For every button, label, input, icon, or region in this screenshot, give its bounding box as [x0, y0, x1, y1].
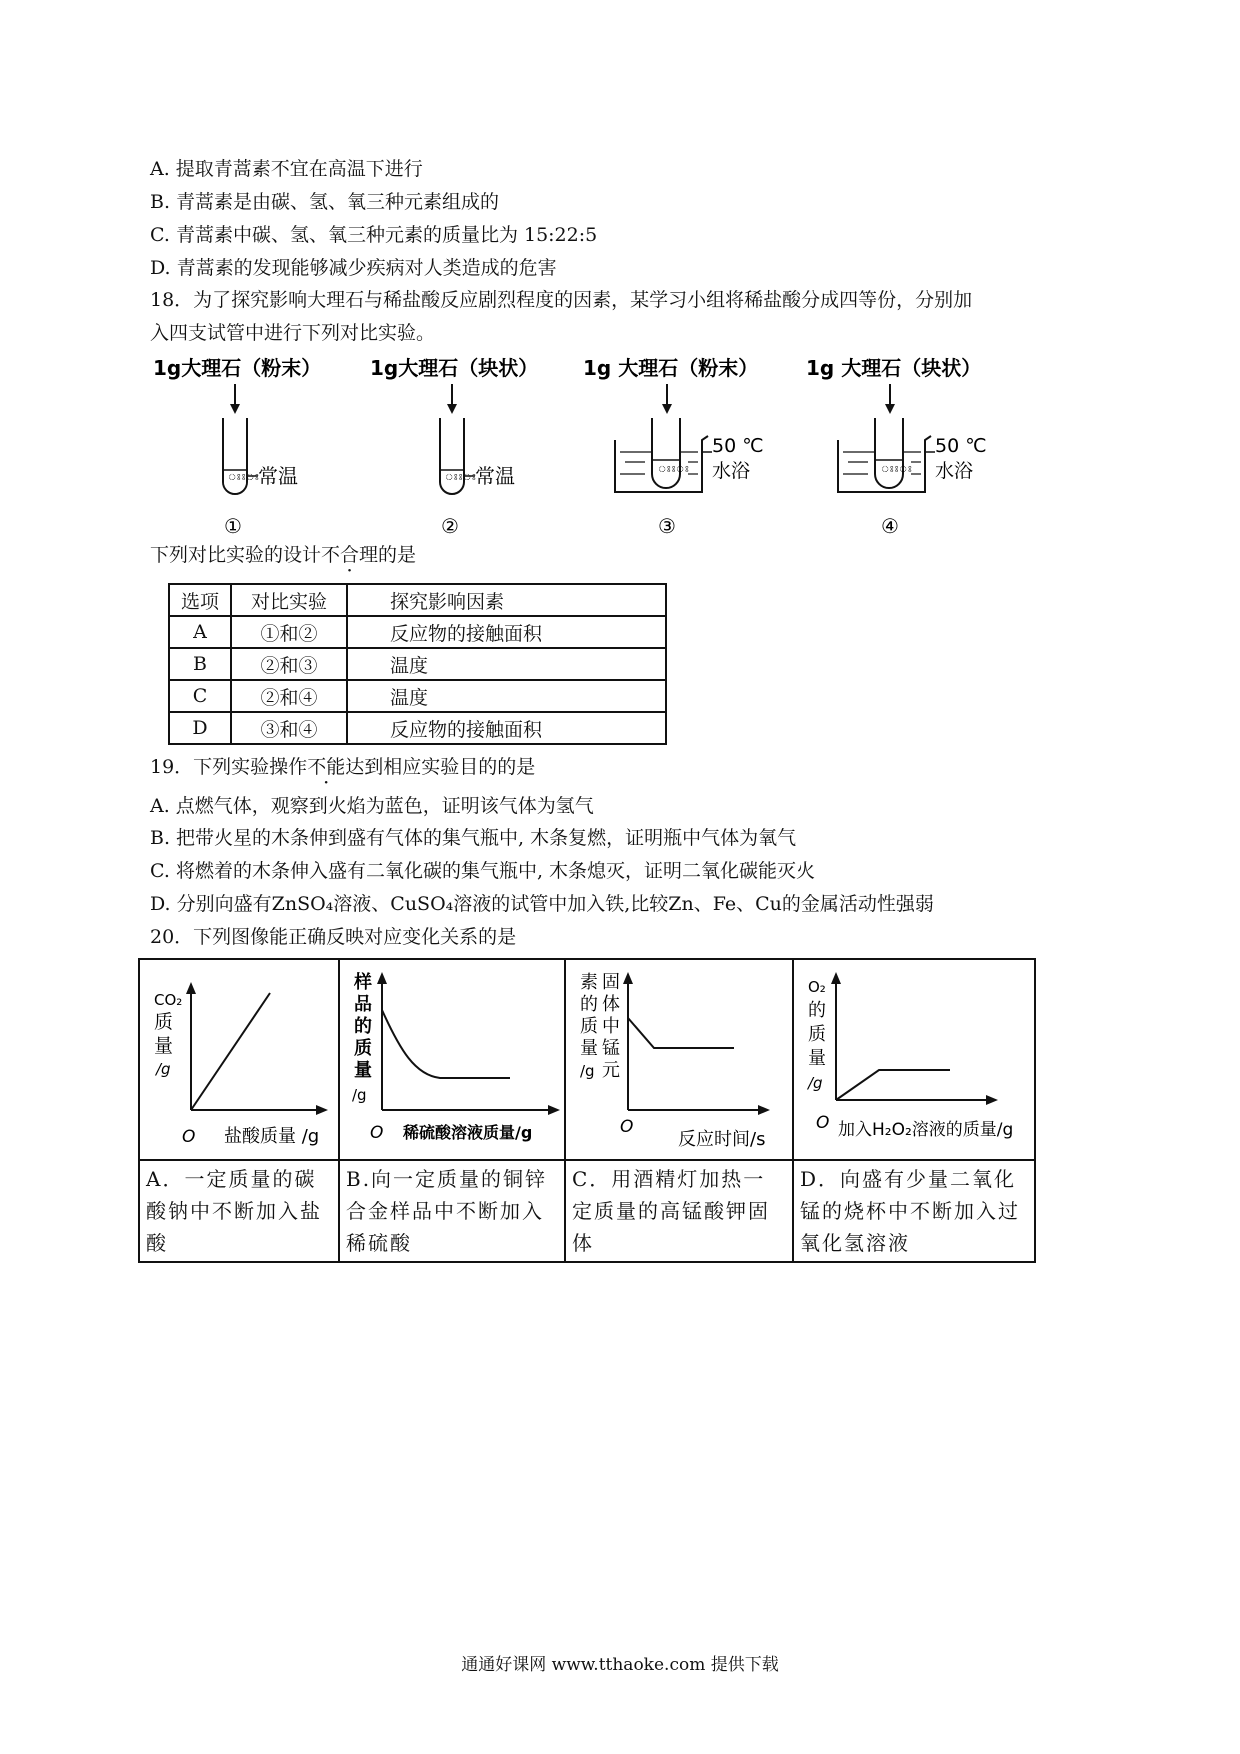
q19-stem-post: 达到相应实验目的的是	[345, 756, 536, 778]
graph-cell-c	[565, 959, 793, 1160]
tube-3	[583, 356, 764, 538]
tube-1-label: 1g大理石（粉末）	[153, 356, 322, 380]
q17-option-a: A. 提取青蒿素不宜在高温下进行	[150, 158, 423, 180]
table-cell: ②和③	[231, 648, 347, 680]
graph-cell-a	[139, 959, 339, 1160]
table-cell: 温度	[347, 648, 666, 680]
tube-2-label: 1g大理石（块状）	[370, 356, 539, 380]
table-cell: ①和②	[231, 616, 347, 648]
table-cell: B	[169, 648, 231, 680]
graph-c-ylabel-0-0: 素	[580, 972, 598, 993]
table-cell: ③和④	[231, 712, 347, 744]
tube-3-label: 1g 大理石（粉末）	[583, 356, 759, 380]
graph-d	[794, 960, 1034, 1155]
svg-text:ঃঃঃ: ঃঃঃ	[228, 473, 260, 483]
graph-a-ylabel-3: /g	[156, 1060, 171, 1078]
table-cell: ②和④	[231, 680, 347, 712]
caption-row	[139, 1160, 1035, 1262]
tube-4-temp: 50 ℃	[935, 435, 987, 457]
graph-d-ylabel-0: O₂	[808, 978, 826, 996]
q20-graph-table	[138, 958, 1036, 1263]
tube-2-condition: 常温	[475, 464, 515, 488]
graph-b-ylabel-0: 样	[354, 972, 372, 993]
q17-option-c: C. 青蒿素中碳、氢、氧三种元素的质量比为 15:22:5	[150, 224, 598, 246]
graph-a-origin: O	[182, 1127, 196, 1147]
graph-c-ylabel-0-3: 量	[580, 1038, 598, 1059]
caption-b	[339, 1160, 565, 1262]
caption-a	[139, 1160, 339, 1262]
graph-b-ylabel-3: 质	[354, 1038, 372, 1059]
graph-a-ylabel-0: CO₂	[154, 991, 183, 1009]
tube-2	[370, 356, 538, 538]
table-row	[169, 648, 666, 680]
tube-3-bath: 水浴	[712, 460, 751, 482]
tube-1-condition: 常温	[258, 464, 298, 488]
table-header-cell: 对比实验	[231, 584, 347, 616]
graph-c-ylabel-1-3: 锰	[602, 1038, 620, 1059]
q18-question-pre: 下列对比实验的设计	[150, 544, 322, 566]
caption-c-text: C．用酒精灯加热一定质量的高锰酸钾固体	[572, 1167, 770, 1255]
graph-b-xlabel: 稀硫酸溶液质量/g	[403, 1123, 533, 1142]
graph-c-origin: O	[620, 1117, 634, 1137]
graph-d-origin: O	[816, 1113, 830, 1133]
table-header-cell: 探究影响因素	[347, 584, 666, 616]
q19-option-a: A. 点燃气体，观察到火焰为蓝色，证明该气体为氢气	[150, 795, 594, 817]
graph-a-ylabel-1: 质	[154, 1011, 174, 1033]
q18-stem-line1: 18．为了探究影响大理石与稀盐酸反应剧烈程度的因素，某学习小组将稀盐酸分成四等份，分别加	[150, 289, 973, 311]
graph-a	[140, 960, 338, 1155]
q20-stem: 20．下列图像能正确反映对应变化关系的是	[150, 926, 517, 948]
q18-question	[150, 543, 416, 567]
graph-row	[139, 959, 1035, 1160]
graph-d-ylabel-3: 量	[808, 1048, 826, 1069]
tube-4	[806, 356, 987, 538]
caption-d-text: D．向盛有少量二氧化锰的烧杯中不断加入过氧化氢溶液	[800, 1167, 1020, 1255]
graph-cell-b	[339, 959, 565, 1160]
table-row	[169, 616, 666, 648]
tube-1-number: ①	[224, 514, 242, 538]
graph-c-xlabel: 反应时间/s	[678, 1129, 766, 1150]
graph-cell-d	[793, 959, 1035, 1160]
q18-options-table	[168, 583, 667, 745]
graph-c-curve	[628, 1018, 734, 1048]
q18-stem-line2: 入四支试管中进行下列对比实验。	[150, 322, 436, 344]
graph-c	[566, 960, 792, 1155]
svg-text:ঃঃঃ: ঃঃঃ	[445, 473, 477, 483]
table-header-row	[169, 584, 666, 616]
table-cell: C	[169, 680, 231, 712]
graph-d-curve	[836, 1070, 950, 1100]
graph-a-xlabel: 盐酸质量 /g	[224, 1126, 320, 1147]
graph-b-ylabel-5: /g	[352, 1086, 367, 1104]
graph-c-ylabel-1-4: 元	[602, 1060, 620, 1081]
graph-c-ylabel-0-4: /g	[580, 1062, 595, 1080]
q19-stem-emphasis: 不能	[307, 756, 346, 778]
graph-b-curve	[382, 1010, 510, 1078]
graph-c-ylabel-0-2: 质	[580, 1016, 598, 1037]
table-row	[169, 712, 666, 744]
graph-b	[340, 960, 564, 1155]
tube-4-bath: 水浴	[935, 460, 974, 482]
tube-3-temp: 50 ℃	[712, 435, 764, 457]
tube-4-number: ④	[881, 514, 899, 538]
graph-d-ylabel-4: /g	[808, 1074, 823, 1092]
tube-4-label: 1g 大理石（块状）	[806, 356, 982, 380]
q19-option-d: D. 分别向盛有ZnSO₄溶液、CuSO₄溶液的试管中加入铁,比较Zn、Fe、Cu的金属活动性强弱	[150, 893, 934, 915]
q19-stem-pre: 19．下列实验操作	[150, 756, 308, 778]
graph-a-ylabel-2: 量	[154, 1035, 174, 1057]
q19-option-b: B. 把带火星的木条伸到盛有气体的集气瓶中, 木条复燃，证明瓶中气体为氧气	[150, 827, 797, 849]
table-cell: 反应物的接触面积	[347, 712, 666, 744]
table-header-cell: 选项	[169, 584, 231, 616]
graph-c-ylabel-1-1: 体	[602, 994, 620, 1015]
table-cell: D	[169, 712, 231, 744]
q19-option-c: C. 将燃着的木条伸入盛有二氧化碳的集气瓶中, 木条熄灭，证明二氧化碳能灭火	[150, 860, 816, 882]
table-row	[169, 680, 666, 712]
table-cell: 温度	[347, 680, 666, 712]
svg-text:ঃঃঃ: ঃঃঃ	[658, 465, 690, 475]
tube-2-number: ②	[441, 514, 459, 538]
graph-d-ylabel-2: 质	[808, 1024, 826, 1045]
graph-d-ylabel-1: 的	[808, 1000, 826, 1021]
graph-c-ylabel-1-0: 固	[602, 972, 620, 993]
table-cell: 反应物的接触面积	[347, 616, 666, 648]
q17-option-b: B. 青蒿素是由碳、氢、氧三种元素组成的	[150, 191, 500, 213]
graph-d-xlabel: 加入H₂O₂溶液的质量/g	[838, 1120, 1014, 1140]
page-footer: 通通好课网 www.tthaoke.com 提供下载	[461, 1655, 779, 1675]
svg-text:ঃঃঃ: ঃঃঃ	[881, 465, 913, 475]
graph-b-origin: O	[370, 1123, 384, 1143]
table-cell: A	[169, 616, 231, 648]
caption-a-text: A．一定质量的碳酸钠中不断加入盐酸	[146, 1167, 322, 1255]
graph-c-ylabel-1-2: 中	[602, 1016, 620, 1037]
caption-b-text: B.向一定质量的铜锌合金样品中不断加入稀硫酸	[346, 1167, 548, 1255]
tube-3-number: ③	[658, 514, 676, 538]
caption-c	[565, 1160, 793, 1262]
graph-b-ylabel-4: 量	[354, 1060, 372, 1081]
q18-experiment-figure	[140, 352, 1040, 538]
tube-1	[153, 356, 321, 538]
graph-a-curve	[191, 993, 270, 1110]
q17-option-d: D. 青蒿素的发现能够减少疾病对人类造成的危害	[150, 257, 557, 279]
q18-question-emphasis: 不合理	[321, 544, 379, 566]
q18-question-post: 的是	[378, 544, 417, 566]
caption-d	[793, 1160, 1035, 1262]
graph-b-ylabel-2: 的	[354, 1016, 372, 1037]
graph-c-ylabel-0-1: 的	[580, 994, 598, 1015]
graph-b-ylabel-1: 品	[354, 994, 372, 1015]
q19-stem	[150, 755, 535, 779]
